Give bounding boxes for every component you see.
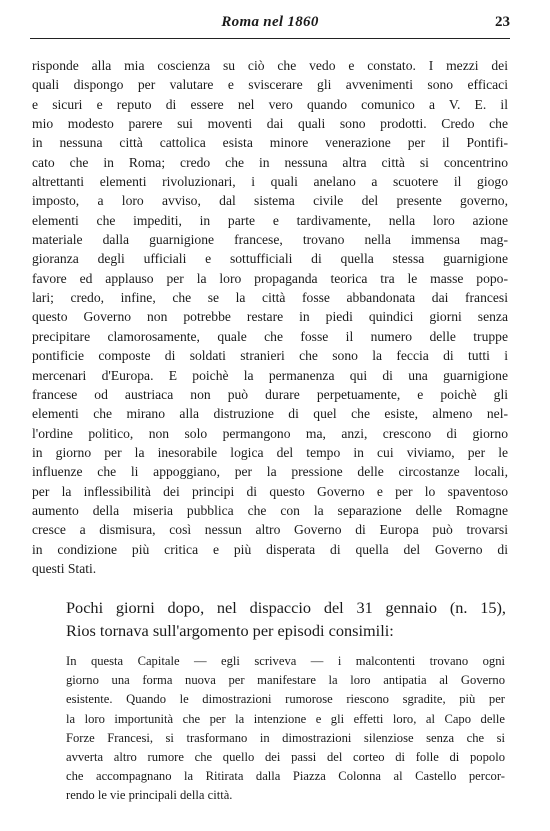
text-line: imposto, a loro avviso, dal sistema civile del presente governo, bbox=[32, 193, 508, 209]
text-line: Rios tornava sull'argomento per episodi consimili: bbox=[66, 620, 394, 640]
page-number: 23 bbox=[495, 14, 510, 30]
text-line: mercenari d'Europa. E poichè la permanenza qui di una guarnigione bbox=[32, 367, 508, 383]
text-line: questo Governo non potrebbe restare in piedi quindici giorni senza bbox=[32, 309, 508, 325]
header-rule bbox=[30, 38, 510, 39]
text-line: precipitare clamorosamente, quale che fosse il numero delle truppe bbox=[32, 328, 508, 344]
text-line: materiale dalla guarnigione francese, trovano nella immensa mag- bbox=[32, 232, 508, 248]
text-line: In questa Capitale — egli scriveva — i malcontenti trovano ogni bbox=[66, 654, 505, 668]
text-line: risponde alla mia coscienza su ciò che vedo e constato. I mezzi dei bbox=[32, 58, 508, 73]
text-line: l'ordine politico, non solo permangono ma, anzi, crescono di giorno bbox=[32, 425, 508, 441]
text-line: lari; credo, infine, che se la città fosse abbandonata dai francesi bbox=[32, 290, 508, 306]
text-line: in giorno per la inesorabile logica del tempo in cui viviamo, per le bbox=[32, 444, 508, 460]
narrative-paragraph bbox=[66, 597, 506, 642]
text-line: cresce a dismisura, così nessun altro Governo di Europa può trovarsi bbox=[32, 522, 508, 538]
text-line: per la inflessibilità dei principi di questo Governo e per lo spaventoso bbox=[32, 483, 508, 499]
text-line: altrettanti elementi rivoluzionari, i quali anelano a scuotere il giogo bbox=[32, 174, 508, 190]
text-line: mio modesto parere sui moventi dai quali sono prodotti. Credo che bbox=[32, 116, 508, 132]
text-line: quali dispongo per valutare e sviscerare gli avvenimenti sono efficaci bbox=[32, 77, 508, 93]
text-line: influenze che li appoggiano, per la pressione delle circostanze locali, bbox=[32, 464, 508, 480]
text-line: gioranza degli ufficiali e sottufficiali di quella stessa guarnigione bbox=[32, 251, 508, 267]
text-line: in condizione più critica e più disperata di quella del Governo di bbox=[32, 541, 508, 557]
text-line: in nessuna città cattolica esista minore venerazione per il Pontifi- bbox=[32, 135, 508, 151]
running-head bbox=[30, 14, 510, 34]
text-line: che accompagnano la Ritirata dalla Piazza Colonna al Castello percor- bbox=[66, 769, 505, 784]
text-line: elementi che impediti, in parte e tardivamente, nella loro azione bbox=[32, 212, 508, 228]
running-head-title: Roma nel 1860 bbox=[221, 14, 319, 30]
text-line: francese od austriaca non può durare perpetuamente, e poichè gli bbox=[32, 386, 508, 402]
text-line: favore ed applauso per la loro propaganda teorica tra le masse popo- bbox=[32, 270, 508, 286]
text-line: avverta altro rumore che quello dei passi del corteo di folle di popolo bbox=[66, 749, 505, 764]
text-line: Pochi giorni dopo, nel dispaccio del 31 gennaio (n. 15), bbox=[66, 598, 506, 617]
text-line: elementi che mirano alla distruzione di quel che esiste, almeno nel- bbox=[32, 406, 508, 422]
text-line: pontificie composte di soldati stranieri che sono la feccia di tutti i bbox=[32, 348, 508, 364]
quoted-dispatch bbox=[66, 652, 505, 806]
text-line: e sicuri e reputo di essere nel vero quando comunico a V. E. il bbox=[32, 96, 508, 112]
text-line: rendo le vie principali della città. bbox=[66, 788, 233, 803]
text-line: giorno una forma nuova per manifestare la loro antipatia al Governo bbox=[66, 673, 505, 688]
text-line: la loro importunità che per la intenzione e gli effetti loro, al Capo delle bbox=[66, 711, 505, 726]
text-line: questi Stati. bbox=[32, 560, 97, 576]
text-line: aumento della miseria pubblica che con la separazione delle Romagne bbox=[32, 502, 508, 518]
text-line: cato che in Roma; credo che in nessuna altra città si concentrino bbox=[32, 154, 508, 170]
main-paragraph bbox=[32, 56, 508, 578]
text-line: esistente. Quando le dimostrazioni rumorose riescono sgradite, più per bbox=[66, 692, 505, 707]
text-line: Forze Francesi, si trasformano in dimostrazioni silenziose senza che si bbox=[66, 730, 505, 745]
